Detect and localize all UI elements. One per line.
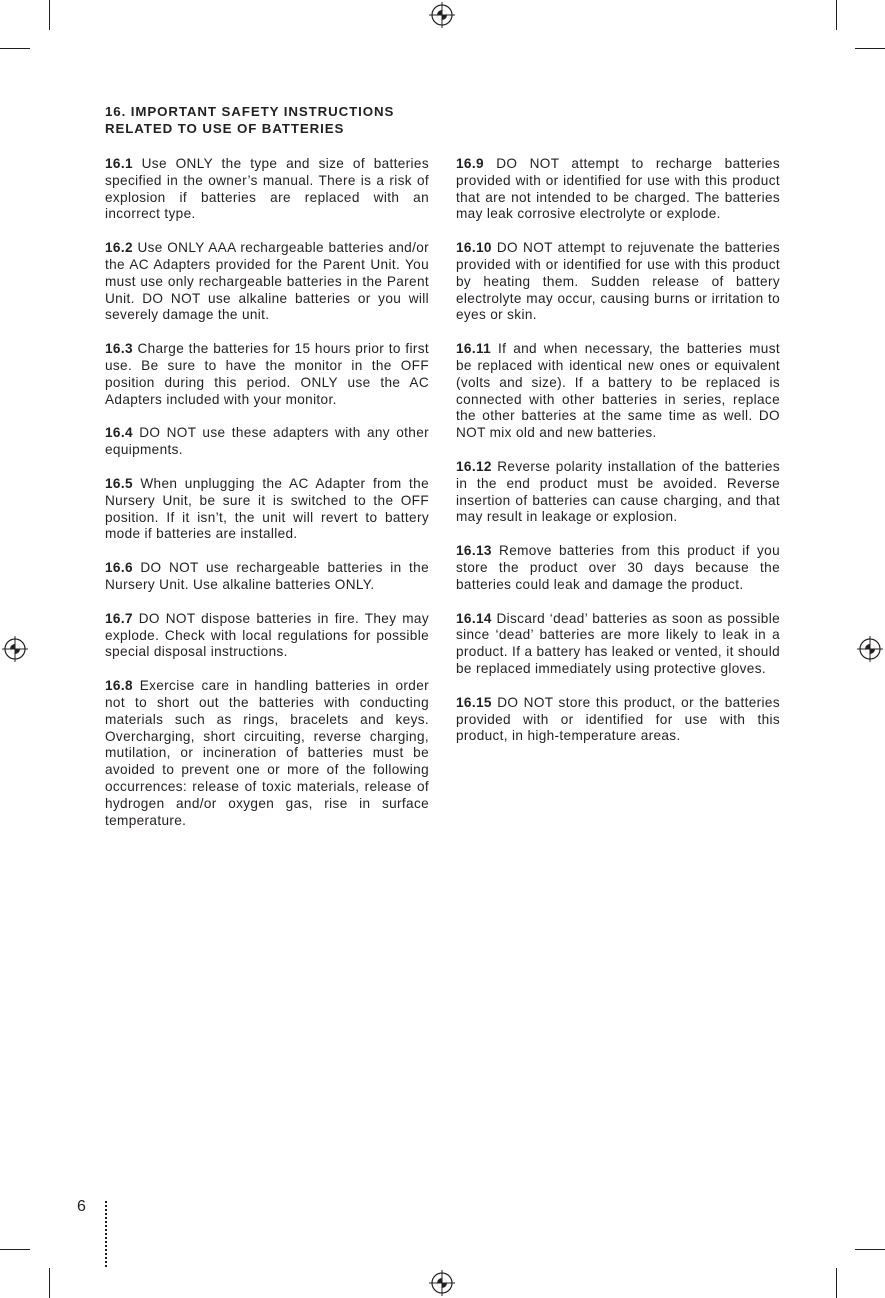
instruction-text: Reverse polarity installation of the batteries in the end product must be avoided. Reverse insertion of batteries can cause charging, and that may result in leakage or explosion.: [456, 458, 780, 525]
instruction-number: 16.6: [105, 560, 133, 576]
section-heading-line-2: RELATED TO USE OF BATTERIES: [105, 121, 345, 136]
instruction-16-3: [105, 341, 429, 408]
instruction-16-10: [456, 240, 780, 324]
instruction-16-9: [456, 156, 780, 223]
registration-mark-bottom-icon: [429, 1270, 455, 1296]
instruction-text: Use ONLY AAA rechargeable batteries and/or the AC Adapters provided for the Parent Unit. You must use only rechargeable batteries in the Parent Unit. DO NOT use alkaline batteries or you will severely damage the unit.: [105, 240, 429, 323]
instruction-number: 16.12: [456, 458, 492, 474]
crop-mark-top-left: [49, 0, 50, 30]
instruction-text: Remove batteries from this product if you store the product over 30 days because the batteries could leak and damage the product.: [456, 543, 780, 592]
instruction-16-8: [105, 678, 429, 829]
instruction-16-13: [456, 543, 780, 593]
instruction-16-11: [456, 341, 780, 442]
registration-mark-right-icon: [857, 636, 883, 662]
crop-mark-top-right-horizontal: [855, 48, 885, 49]
instruction-16-12: [456, 459, 780, 526]
page-number: 6: [77, 1198, 86, 1215]
instruction-text: DO NOT store this product, or the batteries provided with or identified for use with this product, in high-temperature areas.: [456, 694, 780, 744]
instruction-number: 16.11: [456, 341, 492, 357]
instruction-number: 16.4: [105, 425, 133, 441]
instruction-text: Use ONLY the type and size of batteries specified in the owner’s manual. There is a risk of explosion if batteries are replaced with an incorrect type.: [105, 156, 429, 222]
instruction-16-4: [105, 425, 429, 459]
instruction-text: DO NOT use rechargeable batteries in the Nursery Unit. Use alkaline batteries ONLY.: [105, 560, 429, 592]
crop-mark-bottom-right: [836, 1268, 837, 1298]
registration-mark-left-icon: [2, 636, 28, 662]
instruction-number: 16.7: [105, 610, 133, 626]
registration-mark-top-icon: [429, 2, 455, 28]
instruction-16-6: [105, 560, 429, 594]
section-heading-line-1: 16. IMPORTANT SAFETY INSTRUCTIONS: [105, 104, 395, 119]
instruction-16-1: [105, 156, 429, 223]
instruction-text: If and when necessary, the batteries must be replaced with identical new ones or equivalent (volts and size). If a battery to be replaced is connected with other batteries in series, replace the other batteries at the same time as well. DO NOT mix old and new batteries.: [456, 341, 780, 441]
instruction-16-5: [105, 476, 429, 543]
section-heading: [105, 103, 435, 137]
instruction-text: DO NOT attempt to rejuvenate the batteries provided with or identified for use with this product by heating them. Sudden release of battery electrolyte may occur, causing burns or irritation to eyes or skin.: [456, 240, 780, 323]
instruction-16-7: [105, 611, 429, 661]
instruction-number: 16.13: [456, 543, 492, 559]
footer-dotted-rule: [105, 1201, 107, 1267]
instruction-number: 16.8: [105, 678, 133, 694]
instruction-16-14: [456, 611, 780, 678]
instruction-number: 16.9: [456, 156, 484, 171]
instruction-number: 16.1: [105, 156, 133, 171]
instruction-text: DO NOT dispose batteries in fire. They may explode. Check with local regulations for possible special disposal instructions.: [105, 610, 429, 660]
instruction-number: 16.2: [105, 240, 133, 256]
instruction-number: 16.3: [105, 341, 133, 357]
left-column: [105, 156, 429, 846]
instruction-text: DO NOT attempt to recharge batteries provided with or identified for use with this product that are not intended to be charged. The batteries may leak corrosive electrolyte or explode.: [456, 156, 780, 222]
instruction-number: 16.10: [456, 240, 492, 256]
crop-mark-top-right: [836, 0, 837, 30]
instruction-16-2: [105, 240, 429, 324]
crop-mark-bottom-left-horizontal: [0, 1249, 30, 1250]
instruction-number: 16.15: [456, 694, 492, 710]
crop-mark-bottom-right-horizontal: [855, 1249, 885, 1250]
right-column: [456, 156, 780, 762]
instruction-number: 16.5: [105, 475, 133, 491]
instruction-number: 16.14: [456, 610, 492, 626]
instruction-text: Exercise care in handling batteries in order not to short out the batteries with conducting materials such as rings, bracelets and keys. Overcharging, short circuiting, reverse charging, mutilation, or incineration of batteries must be avoided to prevent one or more of the following occurrences: release of toxic materials, release of hydrogen and/or oxygen gas, rise in surface temperature.: [105, 678, 429, 828]
crop-mark-bottom-left: [49, 1268, 50, 1298]
crop-mark-top-left-horizontal: [0, 48, 30, 49]
instruction-text: Charge the batteries for 15 hours prior to first use. Be sure to have the monitor in the OFF position during this period. ONLY use the AC Adapters included with your monitor.: [105, 341, 429, 407]
instruction-16-15: [456, 695, 780, 745]
instruction-text: Discard ‘dead’ batteries as soon as possible since ‘dead’ batteries are more likely to leak in a product. If a battery has leaked or vented, it should be replaced immediately using protective gloves.: [456, 610, 780, 676]
instruction-text: DO NOT use these adapters with any other equipments.: [105, 425, 429, 458]
instruction-text: When unplugging the AC Adapter from the Nursery Unit, be sure it is switched to the OFF position. If it isn’t, the unit will revert to battery mode if batteries are installed.: [105, 475, 429, 542]
